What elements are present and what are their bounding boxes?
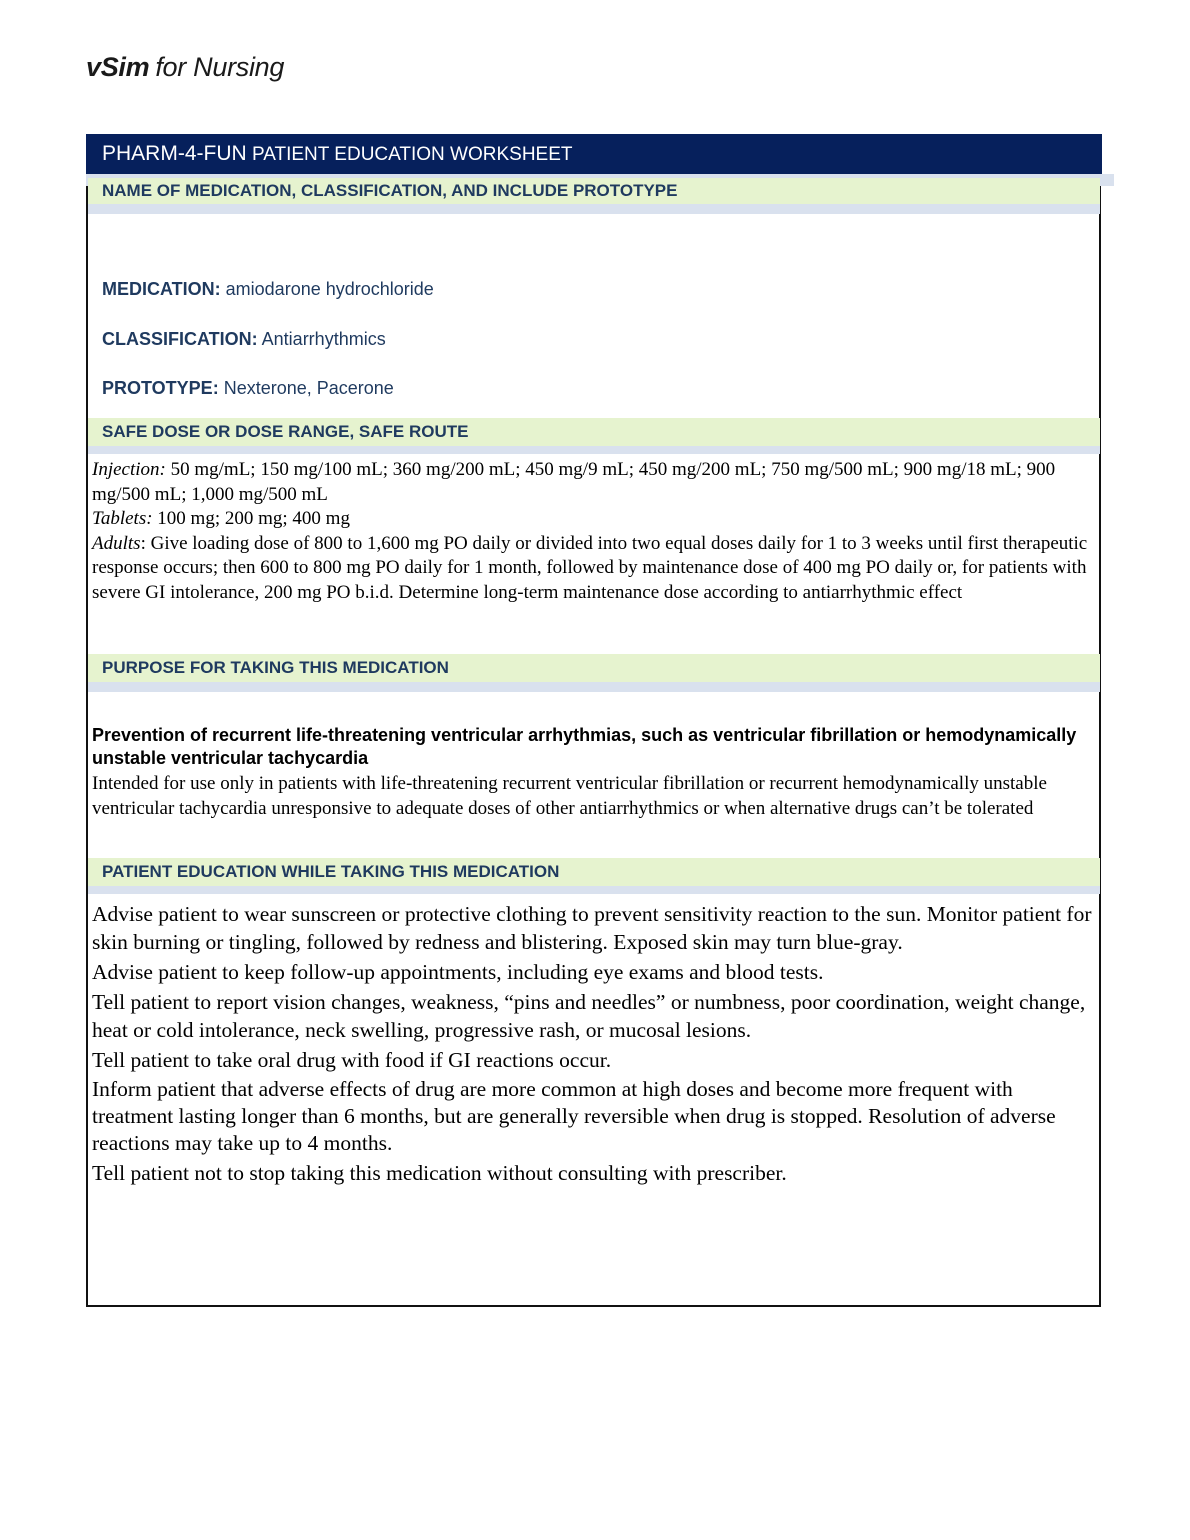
worksheet-title: PHARM-4-FUN PATIENT EDUCATION WORKSHEET <box>86 134 1102 174</box>
section-underbar <box>88 886 1100 894</box>
adults-line: Adults: Give loading dose of 800 to 1,600 mg PO daily or divided into two equal doses daily for 1 to 3 weeks until first therapeutic response occurs; then 600 to 800 mg PO daily for 1 month, followed by maintenance dose of 400 mg PO daily or, for patients with severe GI intolerance, 200 mg PO b.i.d. Determine long-term maintenance dose according to antiarrhythmic effect <box>92 532 1088 603</box>
prototype-line: PROTOTYPE: Nexterone, Pacerone <box>102 378 394 398</box>
education-item: Advise patient to wear sunscreen or protective clothing to prevent sensitivity reaction to the sun. Monitor patient for skin burning or tingling, followed by redness and blistering. Exposed skin may turn blue-gray. <box>92 902 1092 954</box>
section-underbar <box>88 446 1100 454</box>
education-item: Tell patient to take oral drug with food if GI reactions occur. <box>92 1048 612 1072</box>
section-header-purpose: PURPOSE FOR TAKING THIS MEDICATION <box>88 654 1100 682</box>
purpose-headline: Prevention of recurrent life-threatening ventricular arrhythmias, such as ventricular fibrillation or hemodynamically unstable ventricular tachycardia <box>92 725 1077 768</box>
section-header-education: PATIENT EDUCATION WHILE TAKING THIS MEDICATION <box>88 858 1100 886</box>
education-item: Tell patient to report vision changes, weakness, “pins and needles” or numbness, poor coordination, weight change, heat or cold intolerance, neck swelling, progressive rash, or mucosal lesions. <box>92 990 1086 1042</box>
education-item: Inform patient that adverse effects of drug are more common at high doses and become more frequent with treatment lasting longer than 6 months, but are generally reversible when drug is stopped. Resolution of adverse reactions may take up to 4 months. <box>92 1077 1056 1155</box>
section-underbar <box>88 682 1100 692</box>
purpose-body: Intended for use only in patients with life-threatening recurrent ventricular fibrillation or recurrent hemodynamically unstable ventricular tachycardia unresponsive to adequate doses of other antiarrhythmics or when alternative drugs can’t be tolerated <box>92 773 1047 819</box>
vsim-logo: vSim for Nursing <box>86 52 285 82</box>
dose-text <box>92 458 1098 605</box>
education-text <box>92 900 1098 1189</box>
tablets-line: Tablets: 100 mg; 200 mg; 400 mg <box>92 508 350 529</box>
medication-line: MEDICATION: amiodarone hydrochloride <box>102 279 434 299</box>
injection-line: Injection: 50 mg/mL; 150 mg/100 mL; 360 mg/200 mL; 450 mg/9 mL; 450 mg/200 mL; 750 mg/500 mL; 900 mg/18 mL; 900 mg/500 mL; 1,000 mg/500 mL <box>92 459 1056 505</box>
education-item: Tell patient not to stop taking this medication without consulting with prescriber. <box>92 1161 787 1185</box>
classification-line: CLASSIFICATION: Antiarrhythmics <box>102 329 386 349</box>
purpose-text <box>92 724 1098 821</box>
section-underbar <box>88 204 1100 214</box>
education-item: Advise patient to keep follow-up appointments, including eye exams and blood tests. <box>92 960 824 984</box>
section-header-dose: SAFE DOSE OR DOSE RANGE, SAFE ROUTE <box>88 418 1100 446</box>
section-header-name: NAME OF MEDICATION, CLASSIFICATION, AND INCLUDE PROTOTYPE <box>88 178 1100 204</box>
